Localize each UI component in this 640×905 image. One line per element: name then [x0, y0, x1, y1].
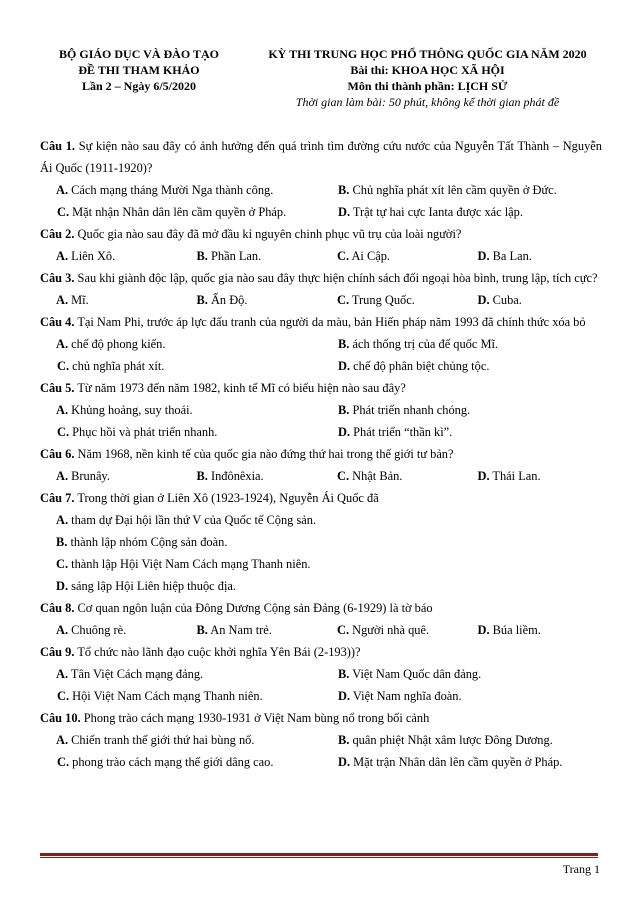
option-b[interactable] — [181, 289, 322, 311]
option-text: tham dự Đại hội lần thứ V của Quốc tế Cộng sản. — [71, 513, 317, 527]
option-text: thành lập Hội Việt Nam Cách mạng Thanh niên. — [71, 557, 311, 571]
option-a[interactable] — [40, 729, 321, 751]
option-d[interactable] — [321, 751, 602, 773]
option-a[interactable] — [40, 245, 181, 267]
question-stem — [40, 267, 602, 289]
option-b[interactable] — [321, 399, 602, 421]
option-key: C. — [337, 293, 350, 307]
option-key: C. — [337, 469, 350, 483]
option-d[interactable] — [462, 619, 603, 641]
option-c[interactable] — [321, 289, 462, 311]
question-label: Câu 5. — [40, 381, 75, 395]
option-text: Cuba. — [492, 293, 522, 307]
option-key: D. — [477, 469, 490, 483]
question-label: Câu 10. — [40, 711, 81, 725]
question-9 — [40, 641, 602, 707]
option-key: A. — [56, 513, 69, 527]
option-text: Thái Lan. — [492, 469, 541, 483]
option-text: Việt Nam Quốc dân đảng. — [352, 667, 482, 681]
question-text: Quốc gia nào sau đây đã mở đầu kỉ nguyên chinh phục vũ trụ của loài người? — [77, 227, 462, 241]
option-d[interactable] — [321, 355, 602, 377]
option-c[interactable] — [40, 355, 321, 377]
ministry-name: BỘ GIÁO DỤC VÀ ĐÀO TẠO — [59, 47, 219, 61]
option-text: Hội Việt Nam Cách mạng Thanh niên. — [72, 689, 263, 703]
question-stem — [40, 707, 602, 729]
question-label: Câu 9. — [40, 645, 75, 659]
option-text: Khủng hoảng, suy thoái. — [71, 403, 193, 417]
option-key: B. — [196, 293, 208, 307]
option-d[interactable] — [462, 289, 603, 311]
option-c[interactable] — [321, 619, 462, 641]
option-b[interactable] — [321, 729, 602, 751]
option-key: D. — [338, 425, 351, 439]
option-text: Nhật Bản. — [352, 469, 403, 483]
page-number: Trang 1 — [562, 862, 600, 876]
exam-subject-group: Bài thi: KHOA HỌC XÃ HỘI — [350, 63, 505, 77]
question-label: Câu 1. — [40, 139, 76, 153]
option-key: B. — [196, 469, 208, 483]
question-stem — [40, 223, 602, 245]
option-text: Trật tự hai cực Ianta được xác lập. — [352, 205, 523, 219]
question-10 — [40, 707, 602, 773]
option-text: Người nhà quê. — [352, 623, 430, 637]
option-c[interactable] — [40, 553, 602, 575]
option-text: Chủ nghĩa phát xít lên cầm quyền ở Đức. — [352, 183, 557, 197]
question-label: Câu 8. — [40, 601, 75, 615]
question-7 — [40, 487, 602, 597]
option-key: D. — [338, 755, 351, 769]
option-b[interactable] — [321, 663, 602, 685]
option-b[interactable] — [181, 465, 322, 487]
option-key: D. — [338, 359, 351, 373]
option-text: Búa liềm. — [492, 623, 541, 637]
option-key: B. — [196, 249, 208, 263]
option-key: B. — [338, 733, 350, 747]
option-text: chế độ phong kiến. — [71, 337, 166, 351]
time-note: Thời gian làm bài: 50 phút, không kể thời gian phát đề — [295, 95, 560, 109]
option-key: A. — [56, 337, 69, 351]
question-text: Cơ quan ngôn luận của Đông Dương Cộng sản Đảng (6-1929) là tờ báo — [77, 601, 433, 615]
option-text: quân phiệt Nhật xâm lược Đông Dương. — [352, 733, 553, 747]
question-text: Trong thời gian ở Liên Xô (1923-1924), Nguyễn Ái Quốc đã — [77, 491, 379, 505]
option-key: A. — [56, 293, 69, 307]
exam-type: ĐỀ THI THAM KHẢO — [78, 63, 200, 77]
question-stem — [40, 487, 602, 509]
option-key: D. — [338, 689, 351, 703]
question-4 — [40, 311, 602, 377]
option-a[interactable] — [40, 509, 602, 531]
question-stem — [40, 377, 602, 399]
question-label: Câu 2. — [40, 227, 75, 241]
option-key: A. — [56, 623, 69, 637]
option-text: phong trào cách mạng thế giới dâng cao. — [72, 755, 274, 769]
option-a[interactable] — [40, 663, 321, 685]
option-key: C. — [337, 249, 350, 263]
option-key: A. — [56, 469, 69, 483]
option-c[interactable] — [40, 685, 321, 707]
option-text: chế độ phân biệt chủng tộc. — [353, 359, 490, 373]
option-key: C. — [57, 689, 70, 703]
option-a[interactable] — [40, 179, 321, 201]
option-text: Cách mạng tháng Mười Nga thành công. — [71, 183, 274, 197]
option-key: A. — [56, 403, 69, 417]
option-key: A. — [56, 667, 69, 681]
option-a[interactable] — [40, 289, 181, 311]
option-text: Phát triển “thần kì”. — [353, 425, 453, 439]
question-stem — [40, 641, 602, 663]
question-text: Sau khi giành độc lập, quốc gia nào sau đây thực hiện chính sách đối ngoại hòa bình, trung lập, tích cực? — [77, 271, 598, 285]
option-b[interactable] — [321, 179, 602, 201]
option-text: Liên Xô. — [71, 249, 116, 263]
option-text: Phần Lan. — [210, 249, 262, 263]
option-text: ách thống trị của đế quốc Mĩ. — [352, 337, 499, 351]
option-c[interactable] — [321, 465, 462, 487]
option-key: C. — [57, 755, 70, 769]
question-text: Sự kiện nào sau đây có ảnh hưởng đến quá trình tìm đường cứu nước của Nguyễn Tất Thành – Nguyễn Ái Quốc (1911-1920)? — [40, 139, 602, 175]
exam-subject: Môn thi thành phần: LỊCH SỬ — [347, 79, 508, 93]
option-a[interactable] — [40, 399, 321, 421]
option-key: C. — [57, 205, 70, 219]
option-text: Ai Cập. — [351, 249, 391, 263]
question-5 — [40, 377, 602, 443]
option-key: A. — [56, 733, 69, 747]
option-d[interactable] — [462, 465, 603, 487]
option-b[interactable] — [181, 619, 322, 641]
issuer-block — [40, 46, 238, 94]
option-text: Việt Nam nghĩa đoàn. — [352, 689, 462, 703]
option-a[interactable] — [40, 333, 321, 355]
question-text: Phong trào cách mạng 1930-1931 ở Việt Nam bùng nổ trong bối cảnh — [83, 711, 430, 725]
exam-title-block — [240, 46, 615, 110]
question-list — [40, 135, 602, 773]
option-key: B. — [338, 403, 350, 417]
option-d[interactable] — [462, 245, 603, 267]
option-text: sáng lập Hội Liên hiệp thuộc địa. — [71, 579, 236, 593]
option-b[interactable] — [181, 245, 322, 267]
option-text: Trung Quốc. — [351, 293, 415, 307]
option-key: B. — [338, 183, 350, 197]
option-key: D. — [338, 205, 351, 219]
option-key: D. — [56, 579, 69, 593]
option-text: An Nam trẻ. — [210, 623, 272, 637]
question-stem — [40, 135, 602, 179]
option-key: C. — [57, 425, 70, 439]
option-key: B. — [196, 623, 208, 637]
option-key: B. — [338, 667, 350, 681]
question-label: Câu 6. — [40, 447, 75, 461]
option-text: Phát triển nhanh chóng. — [352, 403, 471, 417]
option-c[interactable] — [40, 201, 321, 223]
question-text: Từ năm 1973 đến năm 1982, kinh tế Mĩ có biểu hiện nào sau đây? — [77, 381, 406, 395]
exam-date: Lần 2 – Ngày 6/5/2020 — [81, 79, 196, 93]
option-key: C. — [337, 623, 350, 637]
option-key: B. — [56, 535, 68, 549]
exam-title: KỲ THI TRUNG HỌC PHỔ THÔNG QUỐC GIA NĂM 2020 — [268, 47, 587, 61]
option-key: D. — [477, 293, 490, 307]
question-8 — [40, 597, 602, 641]
option-d[interactable] — [321, 421, 602, 443]
option-d[interactable] — [321, 201, 602, 223]
option-a[interactable] — [40, 619, 181, 641]
option-text: Mặt trận Nhân dân lên cầm quyền ở Pháp. — [353, 755, 563, 769]
option-d[interactable] — [321, 685, 602, 707]
question-2 — [40, 223, 602, 267]
option-text: Brunây. — [71, 469, 110, 483]
option-key: B. — [338, 337, 350, 351]
question-text: Năm 1968, nền kinh tế của quốc gia nào đứng thứ hai trong thế giới tư bản? — [77, 447, 454, 461]
question-3 — [40, 267, 602, 311]
footer-divider — [40, 853, 598, 858]
question-label: Câu 4. — [40, 315, 75, 329]
option-text: Tân Việt Cách mạng đảng. — [70, 667, 204, 681]
option-key: A. — [56, 249, 69, 263]
option-text: Chuông rè. — [71, 623, 127, 637]
option-b[interactable] — [40, 531, 602, 553]
option-c[interactable] — [40, 751, 321, 773]
question-stem — [40, 311, 602, 333]
question-6 — [40, 443, 602, 487]
option-text: Phục hồi và phát triển nhanh. — [72, 425, 218, 439]
option-key: D. — [477, 249, 490, 263]
option-d[interactable] — [40, 575, 602, 597]
option-key: C. — [56, 557, 69, 571]
option-key: A. — [56, 183, 69, 197]
option-text: chủ nghĩa phát xít. — [72, 359, 165, 373]
option-text: Inđônêxia. — [210, 469, 264, 483]
option-text: Mặt nhận Nhân dân lên cầm quyền ở Pháp. — [72, 205, 287, 219]
option-key: C. — [57, 359, 70, 373]
option-c[interactable] — [40, 421, 321, 443]
question-stem — [40, 597, 602, 619]
question-label: Câu 7. — [40, 491, 75, 505]
option-b[interactable] — [321, 333, 602, 355]
option-a[interactable] — [40, 465, 181, 487]
question-stem — [40, 443, 602, 465]
option-text: thành lập nhóm Cộng sản đoàn. — [70, 535, 228, 549]
option-text: Mĩ. — [71, 293, 89, 307]
option-c[interactable] — [321, 245, 462, 267]
question-text: Tổ chức nào lãnh đạo cuộc khởi nghĩa Yên Bái (2-193))? — [77, 645, 361, 659]
question-text: Tại Nam Phi, trước áp lực đấu tranh của người da màu, bản Hiến pháp năm 1993 đã chính thức xóa bỏ — [77, 315, 586, 329]
option-text: Ba Lan. — [492, 249, 532, 263]
question-1 — [40, 135, 602, 223]
option-text: Ấn Độ. — [210, 293, 248, 307]
question-label: Câu 3. — [40, 271, 75, 285]
option-key: D. — [477, 623, 490, 637]
option-text: Chiến tranh thế giới thứ hai bùng nổ. — [71, 733, 255, 747]
